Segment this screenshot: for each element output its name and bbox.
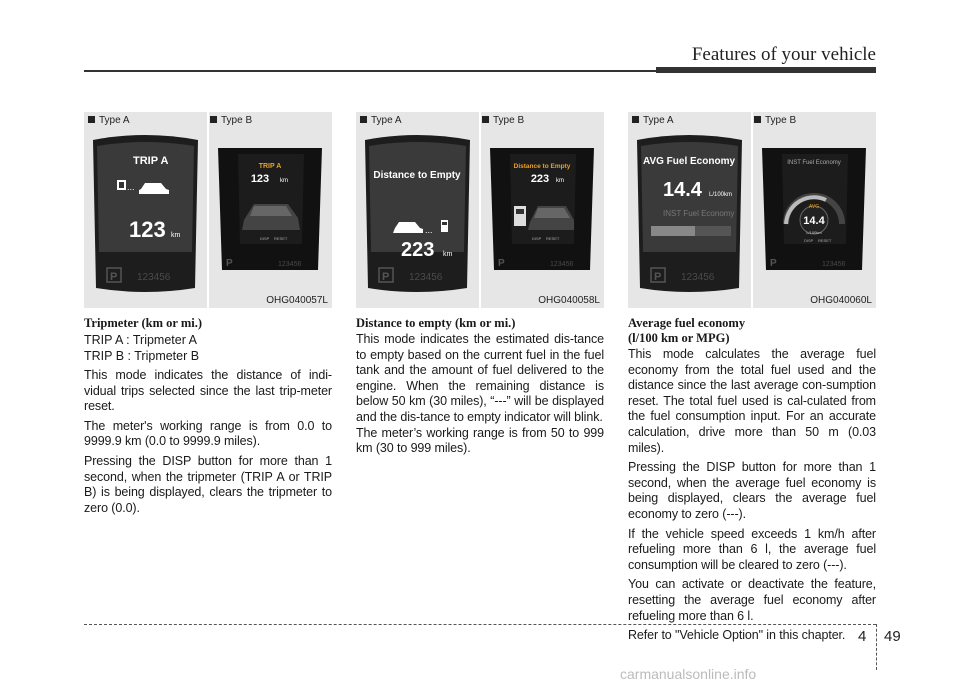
odometer-text-b: 123456 bbox=[550, 261, 574, 268]
inst-value-b: 14.4 bbox=[803, 215, 825, 227]
cluster-display-type-b bbox=[212, 144, 328, 278]
panel-divider bbox=[479, 112, 481, 308]
header-rule-accent bbox=[656, 67, 876, 73]
inst-subtitle: INST Fuel Economy bbox=[663, 209, 735, 218]
cluster-display-type-b bbox=[756, 144, 872, 278]
trip-b-line: TRIP B : Tripmeter B bbox=[84, 349, 200, 363]
park-icon-b: P bbox=[498, 258, 505, 269]
type-a-label bbox=[632, 115, 674, 126]
type-b-label bbox=[754, 115, 796, 126]
paragraph: If the vehicle speed exceeds 1 km/h after refueling more than 6 l, the average fuel consumption will be cleared to zero (---). bbox=[628, 526, 876, 572]
footer-rule bbox=[84, 624, 876, 625]
figure-tripmeter bbox=[84, 112, 332, 308]
dte-unit: km bbox=[443, 251, 453, 258]
park-icon-b: P bbox=[770, 258, 777, 269]
paragraph: Pressing the DISP button for more than 1 second, when the average fuel economy is being displayed, clears the average fuel economy to zero (---). bbox=[628, 460, 876, 521]
odometer-text-b: 123456 bbox=[278, 261, 302, 268]
section-tripmeter bbox=[84, 316, 332, 520]
svg-text:P: P bbox=[110, 271, 118, 283]
watermark: carmanualsonline.info bbox=[620, 666, 757, 682]
square-bullet-icon bbox=[360, 116, 367, 123]
trip-a-line: TRIP A : Tripmeter A bbox=[84, 333, 198, 347]
panel-divider bbox=[751, 112, 753, 308]
park-icon-b: P bbox=[226, 258, 233, 269]
square-bullet-icon bbox=[482, 116, 489, 123]
fuel-pump-icon bbox=[514, 206, 526, 226]
section-heading: Average fuel economy bbox=[628, 316, 746, 330]
header-title: Features of your vehicle bbox=[691, 44, 876, 65]
odometer-text: 123456 bbox=[137, 272, 171, 283]
cluster-display-type-a bbox=[361, 134, 474, 294]
page-number: 49 bbox=[884, 628, 901, 645]
paragraph: This mode indicates the estimated dis-tance to empty based on the current fuel in the fuel tank and the amount of fuel delivered to the engine. When the remaining distance is below 50 km (30 miles), “---” will be displayed and the dis-tance to empty indicator will blink. bbox=[356, 332, 604, 424]
paragraph: This mode indicates the distance of indi-vidual trips selected since the last trip-meter reset. bbox=[84, 368, 332, 414]
reset-label: RESET bbox=[546, 236, 560, 241]
paragraph: The meter's working range is from 0.0 to 9999.9 km (0.0 to 9999.9 miles). bbox=[84, 418, 332, 449]
trip-title: TRIP A bbox=[133, 155, 169, 167]
trip-title-b: TRIP A bbox=[258, 163, 282, 170]
footer-divider bbox=[876, 624, 877, 670]
avg-unit: L/100km bbox=[709, 192, 733, 198]
paragraph: Pressing the DISP button for more than 1 second, when the tripmeter (TRIP A or TRIP B) is being displayed, clears the tripmeter to zero (0.0). bbox=[84, 453, 332, 515]
cluster-display-type-a bbox=[633, 134, 746, 294]
reset-label: RESET bbox=[274, 236, 288, 241]
avg-title: AVG Fuel Economy bbox=[642, 156, 736, 167]
type-b-text: Type B bbox=[221, 115, 253, 126]
type-a-label bbox=[88, 115, 130, 126]
svg-text:P: P bbox=[382, 271, 390, 283]
figure-code: OHG040058L bbox=[538, 295, 600, 306]
chapter-number: 4 bbox=[858, 628, 867, 645]
fuel-pump-icon bbox=[441, 220, 448, 232]
figure-code: OHG040057L bbox=[266, 295, 328, 306]
section-heading-units: (l/100 km or MPG) bbox=[628, 331, 730, 345]
section-average-fuel-economy bbox=[628, 316, 876, 648]
paragraph: This mode calculates the average fuel economy from the total fuel used and the distance since the last average con-sumption reset. The total fuel used is cal-culated from the fuel consumption input. For an accurate calculation, drive more than 50 m (0.03 miles). bbox=[628, 347, 876, 455]
trip-unit-b: km bbox=[280, 178, 288, 184]
odometer-text: 123456 bbox=[681, 272, 715, 283]
square-bullet-icon bbox=[88, 116, 95, 123]
svg-text:P: P bbox=[654, 271, 662, 283]
dte-value-b: 223 bbox=[530, 173, 550, 185]
dte-title: Distance to Empty bbox=[373, 170, 461, 181]
cluster-display-type-b bbox=[484, 144, 600, 278]
reset-label: RESET bbox=[818, 238, 832, 243]
dte-value: 223 bbox=[401, 239, 435, 261]
figure-code: OHG040060L bbox=[810, 295, 872, 306]
trip-value: 123 bbox=[129, 217, 166, 242]
square-bullet-icon bbox=[210, 116, 217, 123]
type-a-text: Type A bbox=[643, 115, 674, 126]
type-b-text: Type B bbox=[493, 115, 525, 126]
inst-bar-fill bbox=[651, 226, 695, 236]
dte-unit-b: km bbox=[556, 178, 564, 184]
square-bullet-icon bbox=[632, 116, 639, 123]
disp-label: DISP bbox=[804, 238, 814, 243]
paragraph: The meter’s working range is from 50 to 999 km (30 to 999 miles). bbox=[356, 425, 604, 456]
avg-badge: AVG bbox=[808, 204, 820, 210]
type-a-text: Type A bbox=[99, 115, 130, 126]
square-bullet-icon bbox=[754, 116, 761, 123]
disp-label: DISP bbox=[260, 236, 270, 241]
inst-title-b: INST Fuel Economy bbox=[787, 160, 841, 166]
cluster-display-type-a bbox=[89, 134, 202, 294]
figure-distance-to-empty bbox=[356, 112, 604, 308]
trip-unit: km bbox=[171, 232, 181, 239]
paragraph: Refer to "Vehicle Option" in this chapter. bbox=[628, 628, 846, 643]
odometer-text: 123456 bbox=[409, 272, 443, 283]
figure-average-fuel-economy bbox=[628, 112, 876, 308]
inst-unit-b: L/100km bbox=[806, 230, 822, 235]
trip-value-b: 123 bbox=[250, 173, 270, 185]
avg-value: 14.4 bbox=[663, 179, 702, 201]
type-a-text: Type A bbox=[371, 115, 402, 126]
dte-title-b: Distance to Empty bbox=[513, 163, 571, 170]
svg-text:...: ... bbox=[127, 182, 135, 192]
section-distance-to-empty bbox=[356, 316, 604, 461]
trip-flag-icon bbox=[117, 180, 126, 190]
type-b-text: Type B bbox=[765, 115, 797, 126]
disp-label: DISP bbox=[532, 236, 542, 241]
odometer-text-b: 123456 bbox=[822, 261, 846, 268]
type-b-label bbox=[210, 115, 252, 126]
type-b-label bbox=[482, 115, 524, 126]
section-heading: Distance to empty (km or mi.) bbox=[356, 316, 516, 330]
panel-divider bbox=[207, 112, 209, 308]
section-heading: Tripmeter (km or mi.) bbox=[84, 316, 203, 330]
paragraph: You can activate or deactivate the feature, resetting the average fuel economy after refueling more than 6 l. bbox=[628, 577, 876, 623]
type-a-label bbox=[360, 115, 402, 126]
header-rule bbox=[84, 70, 656, 72]
svg-text:...: ... bbox=[425, 225, 433, 235]
